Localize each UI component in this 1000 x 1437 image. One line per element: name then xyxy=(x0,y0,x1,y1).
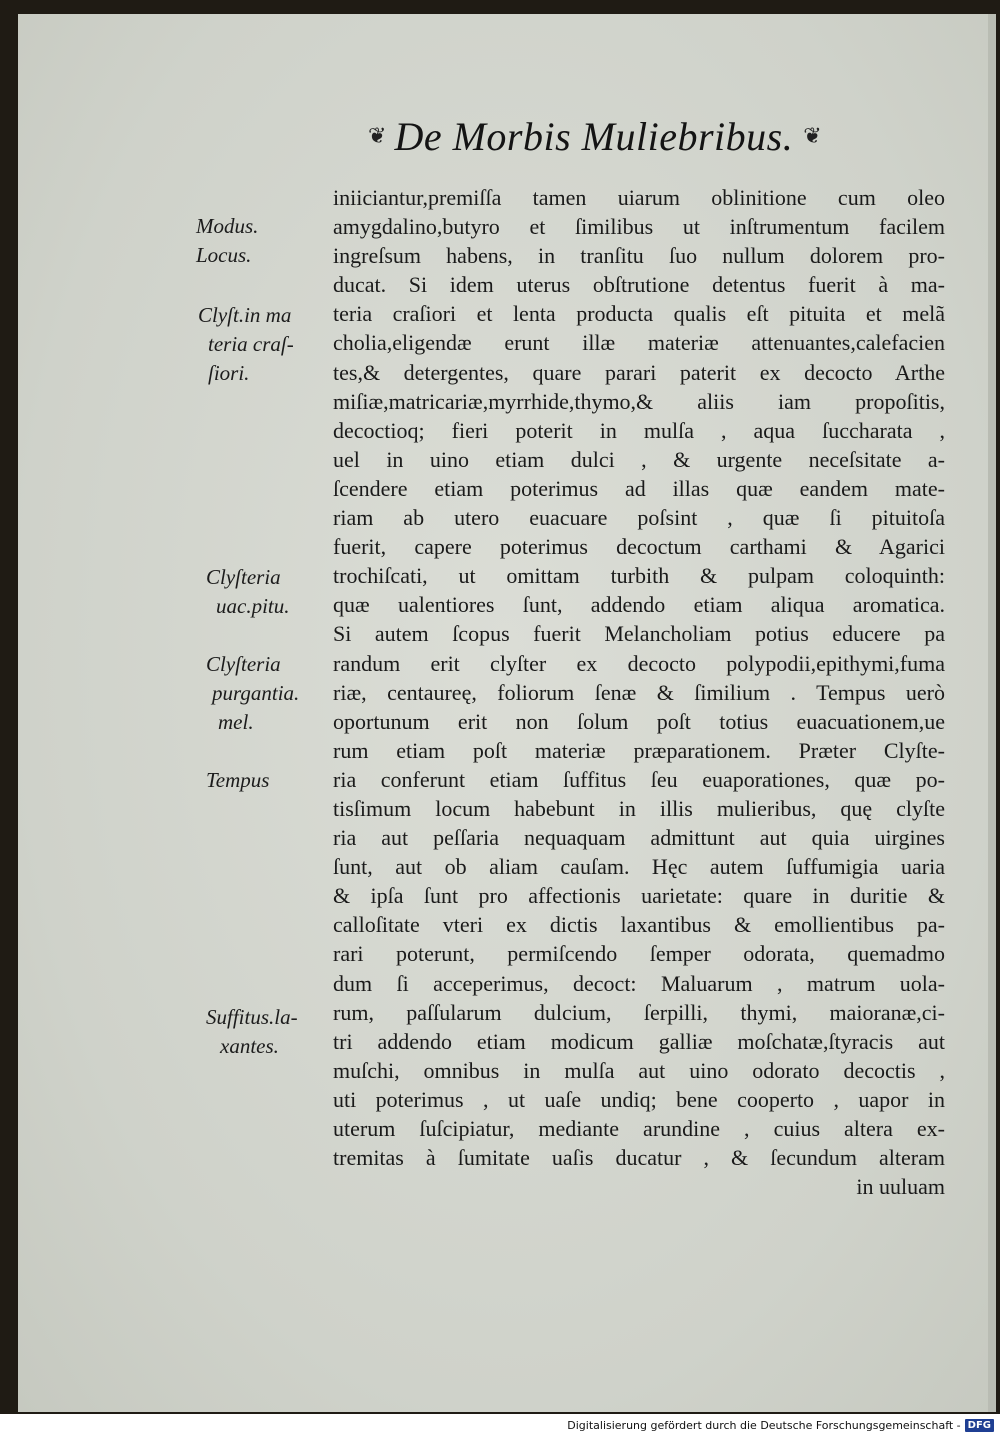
margin-note: uac.pitu. xyxy=(216,594,290,618)
footer-credit: Digitalisierung gefördert durch die Deutsche Forschungsgemeinschaft - xyxy=(567,1419,961,1432)
margin-note: xantes. xyxy=(220,1034,279,1058)
text-line: tri addendo etiam modicum galliæ moſchatæ,ſtyracis aut xyxy=(333,1028,945,1054)
page-edge xyxy=(988,14,996,1412)
margin-note: Locus. xyxy=(196,243,252,267)
text-line: Si autem ſcopus fuerit Melancholiam potius educere pa xyxy=(333,621,945,647)
text-line: ducat. Si idem uterus obſtrutione detentus fuerit à ma- xyxy=(333,272,945,298)
text-line: ſunt, aut ob aliam cauſam. Hęc autem ſuffumigia uaria xyxy=(333,854,945,880)
page-header xyxy=(368,108,928,164)
text-line: ingreſsum habens, in tranſitu ſuo nullum dolorem pro- xyxy=(333,243,945,269)
text-line: uti poterimus , ut uaſe undiq; bene cooperto , uapor in xyxy=(333,1086,945,1112)
text-line: rari poterunt, permiſcendo ſemper odorata, quemadmo xyxy=(333,941,945,967)
margin-note: Clyſt.in ma xyxy=(198,303,292,327)
fleuron-right-icon: ❦ xyxy=(803,123,820,148)
text-line: decoctioq; fieri poterit in mulſa , aqua ſuccharata , xyxy=(333,417,945,443)
text-line: amygdalino,butyro et ſimilibus ut inſtrumentum facilem xyxy=(333,214,945,240)
margin-note: ſiori. xyxy=(208,361,250,385)
margin-note: teria craſ- xyxy=(208,332,294,356)
text-line: muſchi, omnibus in mulſa aut uino odorato decoctis , xyxy=(333,1057,945,1083)
text-line: oportunum erit non ſolum poſt totius euacuationem,ue xyxy=(333,708,945,734)
text-line: tremitas à ſumitate uaſis ducatur , & ſecundum alteram xyxy=(333,1145,945,1171)
text-line: cholia,eligendæ erunt illæ materiæ attenuantes,calefacien xyxy=(333,330,945,356)
text-line: quæ ualentiores ſunt, addendo etiam aliqua aromatica. xyxy=(333,592,945,618)
text-line: ſcendere etiam poterimus ad illas quæ eandem mate- xyxy=(333,475,945,501)
footer-bar xyxy=(0,1414,1000,1437)
margin-note: mel. xyxy=(218,710,254,734)
margin-note: Modus. xyxy=(196,214,259,238)
text-line: rum etiam poſt materiæ præparationem. Præter Clyſte- xyxy=(333,737,945,763)
text-line: trochiſcati, ut omittam turbith & pulpam coloquinth: xyxy=(333,563,945,589)
text-line: tisſimum locum habebunt in illis mulieribus, quę clyſte xyxy=(333,795,945,821)
margin-note: Clyſteria xyxy=(206,652,281,676)
text-line: iniiciantur,premiſſa tamen uiarum oblinitione cum oleo xyxy=(333,185,945,210)
dfg-logo: DFG xyxy=(965,1419,994,1432)
text-line: uterum ſuſcipiatur, mediante arundine , cuius altera ex- xyxy=(333,1116,945,1141)
margin-note: Suffitus.la- xyxy=(206,1005,298,1029)
text-line: fuerit, capere poterimus decoctum carthami & Agarici xyxy=(333,534,945,560)
catchword: in uuluam xyxy=(856,1174,945,1200)
text-line: calloſitate vteri ex dictis laxantibus & emollientibus pa- xyxy=(333,912,945,938)
text-line: ria conferunt etiam ſuffitus ſeu euaporationes, quæ po- xyxy=(333,766,945,792)
text-line: riæ, centaureę, foliorum ſenæ & ſimilium . Tempus uerò xyxy=(333,679,945,705)
margin-note: purgantia. xyxy=(212,681,300,705)
text-line: dum ſi acceperimus, decoct: Maluarum , matrum uola- xyxy=(333,970,945,996)
margin-note: Tempus xyxy=(206,768,270,792)
text-line: teria craſiori et lenta producta qualis eſt pituita et melã xyxy=(333,301,945,327)
text-line: miſiæ,matricariæ,myrrhide,thymo,& aliis iam propoſitis, xyxy=(333,388,945,414)
text-line: randum erit clyſter ex decocto polypodii,epithymi,fuma xyxy=(333,650,945,676)
running-title: De Morbis Muliebribus. xyxy=(394,113,794,159)
text-line: tes,& detergentes, quare parari paterit ex decocto Arthe xyxy=(333,359,945,385)
text-line: riam ab utero euacuare poſsint , quæ ſi pituitoſa xyxy=(333,505,945,531)
text-line: uel in uino etiam dulci , & urgente neceſsitate a- xyxy=(333,446,945,472)
body-text xyxy=(333,183,945,1201)
text-line: & ipſa ſunt pro affectionis uarietate: quare in duritie & xyxy=(333,883,945,909)
text-line: rum, paſſularum dulcium, ſerpilli, thymi, maioranæ,ci- xyxy=(333,999,945,1025)
fleuron-left-icon: ❦ xyxy=(368,123,385,148)
margin-note: Clyſteria xyxy=(206,565,281,589)
text-line: ria aut peſſaria nequaquam admittunt aut quia uirgines xyxy=(333,825,945,851)
